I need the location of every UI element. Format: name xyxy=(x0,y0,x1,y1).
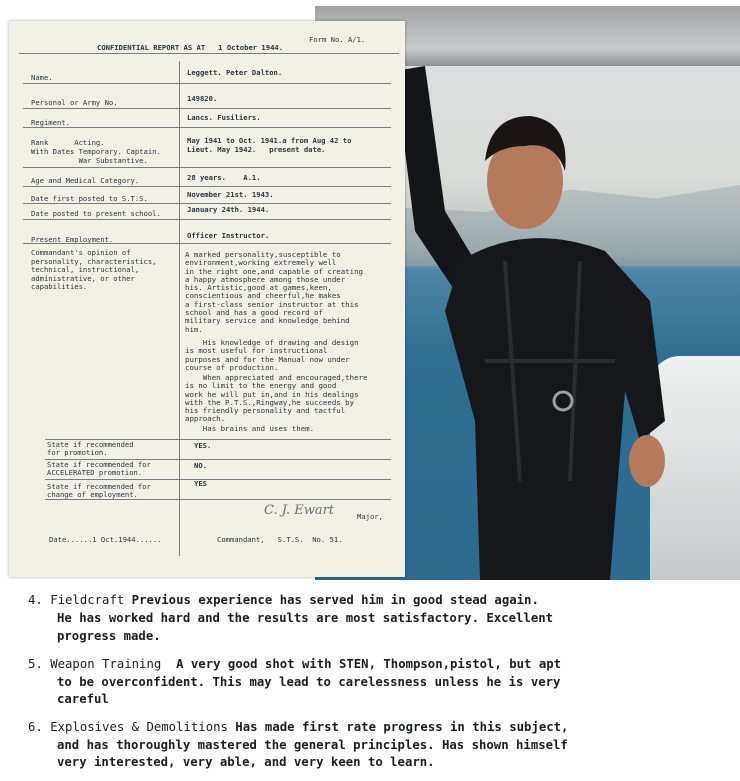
army-number-value: 149820. xyxy=(187,94,218,103)
item-4-line-1 xyxy=(28,593,539,608)
rank-value-2: Lieut. May 1942. present date. xyxy=(187,145,326,154)
rec-promotion-value: YES. xyxy=(194,441,212,450)
age-value: 28 years. A.1. xyxy=(187,173,261,182)
item-5-line-1 xyxy=(28,657,561,672)
date-line: Date......1 Oct.1944...... xyxy=(49,535,162,544)
rec-promotion-label: State if recommended for promotion. xyxy=(47,440,134,457)
regiment-label: Regiment. xyxy=(31,118,70,127)
opinion-paragraph-4: Has brains and uses them. xyxy=(185,424,315,433)
age-label: Age and Medical Category. xyxy=(31,176,140,185)
regiment-value: Lancs. Fusiliers. xyxy=(187,113,261,122)
item-4-heading: Fieldcraft xyxy=(50,593,125,607)
item-6-text-2: and has thoroughly mastered the general principles. Has shown himself xyxy=(57,738,568,752)
typed-assessment xyxy=(0,580,740,781)
rank-label-1: Rank Acting. xyxy=(31,138,105,147)
opinion-paragraph-3: When appreciated and encouraged,there is no limit to the energy and good work he will put in,and in his dealings with the P.T.S.,Ringway,he succeeds by his friendly personality and tactful approach. xyxy=(185,373,368,424)
sts-posted-value: November 21st. 1943. xyxy=(187,190,274,199)
commandant-signature: C. J. Ewart xyxy=(264,503,335,518)
opinion-label: Commandant's opinion of personality, characteristics, technical, instructional, administrative, or other capabilities. xyxy=(31,248,157,291)
name-label: Name. xyxy=(31,73,53,82)
opinion-paragraph-1: A marked personality,susceptible to environment,working extremely well in the right one,and capable of creating a happy atmosphere among those under his. Artistic,good at games,keen, conscientious and cheerful,he makes a first-class senior instructor at this school and has a good record of military service and knowledge behind him. xyxy=(185,250,363,334)
item-5-text-1: A very good shot with STEN, Thompson,pistol, but apt xyxy=(161,657,562,671)
school-posted-label: Date posted to present school. xyxy=(31,209,161,218)
man-in-black-suit xyxy=(385,61,675,580)
item-4-text-2: He has worked hard and the results are most satisfactory. Excellent xyxy=(57,611,554,625)
item-6-number: 6. xyxy=(28,720,43,734)
opinion-paragraph-2: His knowledge of drawing and design is most useful for instructional purposes and for the Manual now under course of production. xyxy=(185,338,359,372)
rec-accelerated-value: NO. xyxy=(194,461,207,470)
rec-change-label: State if recommended for change of employment. xyxy=(47,482,151,499)
name-value: Leggett. Peter Dalton. xyxy=(187,68,283,77)
item-6-text-3: very interested, very able, and very keen to learn. xyxy=(57,755,435,769)
item-6-line-1 xyxy=(28,720,568,735)
item-5-number: 5. xyxy=(28,657,43,671)
commandant-line: Commandant, S.T.S. No. 51. xyxy=(217,535,343,544)
item-4-text-3: progress made. xyxy=(57,629,161,643)
item-5-heading: Weapon Training xyxy=(50,657,162,671)
employment-value: Officer Instructor. xyxy=(187,231,270,240)
rec-change-value: YES xyxy=(194,479,207,488)
rank-value-1: May 1941 to Oct. 1941.a from Aug 42 to xyxy=(187,136,352,145)
rank-major: Major, xyxy=(357,512,383,521)
item-4-text-1: Previous experience has served him in good stead again. xyxy=(124,593,539,607)
confidential-report-form xyxy=(9,21,405,577)
school-posted-value: January 24th. 1944. xyxy=(187,205,270,214)
army-number-label: Personal or Army No. xyxy=(31,98,118,107)
item-6-text-1: Has made first rate progress in this subject, xyxy=(227,720,569,734)
rank-label-2: With Dates Temporary. Captain. xyxy=(31,147,161,156)
report-header: CONFIDENTIAL REPORT AS AT 1 October 1944. xyxy=(97,43,284,52)
item-6-heading: Explosives & Demolitions xyxy=(50,720,228,734)
rank-label-3: War Substantive. xyxy=(31,156,148,165)
sts-posted-label: Date first posted to S.T.S. xyxy=(31,194,148,203)
item-5-text-2: to be overconfident. This may lead to carelessness unless he is very xyxy=(57,675,561,689)
item-4-number: 4. xyxy=(28,593,43,607)
item-5-text-3: careful xyxy=(57,692,109,706)
rec-accelerated-label: State if recommended for ACCELERATED promotion. xyxy=(47,460,151,477)
employment-label: Present Employment. xyxy=(31,235,114,244)
form-number: Form No. A/1. xyxy=(309,35,366,44)
